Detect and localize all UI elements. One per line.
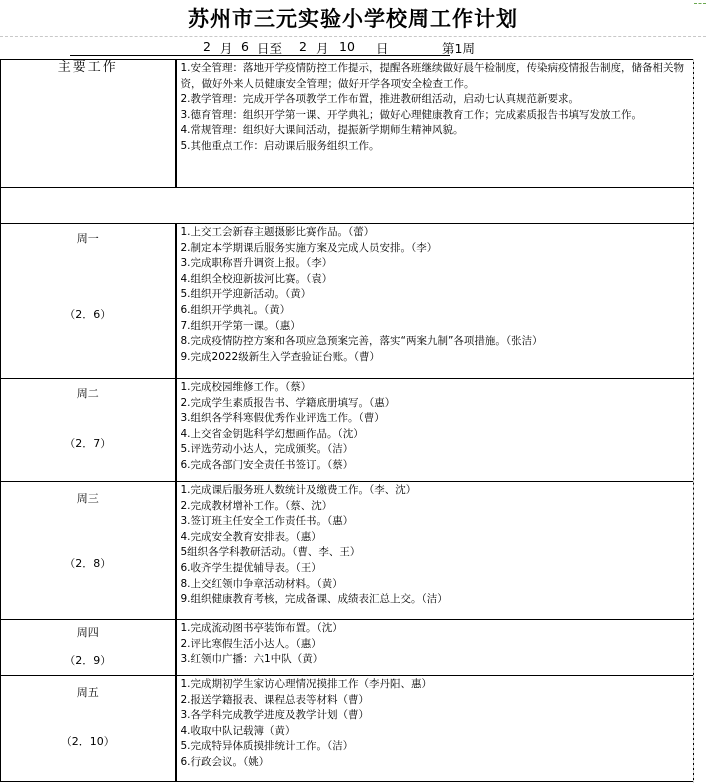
task-item: 3.完成职称晋升调资上报。（李） (180, 257, 333, 270)
main-work-item: 2.教学管理：完成开学各项教学工作布置，推进教研组活动，启动七认真规范新要求。 (180, 93, 580, 106)
cell-corner-marker (694, 3, 706, 10)
day-row-tue (1, 379, 694, 482)
task-item: 5.评选劳动小达人，完成颁奖。（洁） (180, 443, 354, 456)
day-label-cell (1, 620, 176, 676)
day-date: （2．7） (64, 437, 112, 450)
start-day-unit: 日至 (257, 41, 283, 56)
task-item: 2.报送学籍报表、课程总表等材料（曹） (180, 693, 370, 706)
task-item: 3.组织各学科寒假优秀作业评选工作。（曹） (180, 412, 385, 425)
task-item: 4.收取中队记载簿（黄） (180, 724, 296, 737)
day-tasks-cell (176, 379, 694, 482)
task-item: 1.完成校园维修工作。（蔡） (180, 381, 312, 393)
main-work-row (1, 60, 694, 188)
day-tasks-cell (176, 482, 694, 620)
task-item: 5组织各学科教研活动。（曹、李、王） (180, 546, 361, 559)
task-item: 6.组织开学典礼。（黄） (180, 303, 291, 316)
plan-table (0, 59, 694, 782)
day-label-cell (1, 224, 176, 379)
page-title: 苏州市三元实验小学校周工作计划 (188, 7, 518, 31)
main-work-content-cell (176, 60, 694, 188)
day-row-fri (1, 676, 694, 782)
main-work-label-cell (1, 60, 176, 188)
end-day: 10 (339, 39, 355, 54)
task-item: 5.完成特异体质摸排统计工作。（洁） (180, 740, 354, 753)
main-work-item: 3.德育管理：组织开学第一课、开学典礼；做好心理健康教育工作；完成素质报告书填写发放工作。 (180, 108, 643, 121)
task-item: 8.上交红领巾争章活动材料。（黄） (180, 577, 343, 590)
day-name: 周二 (76, 387, 99, 400)
task-item: 2.完成学生素质报告书、学籍底册填写。（惠） (180, 396, 396, 409)
task-item: 7.组织开学第一课。（惠） (180, 319, 301, 332)
day-date: （2．9） (64, 654, 112, 667)
day-row-wed (1, 482, 694, 620)
task-item: 1.完成流动图书亭装饰布置。（沈） (180, 622, 343, 634)
task-item: 6.收齐学生提优辅导表。（王） (180, 561, 322, 574)
start-month-unit: 月 (220, 41, 233, 56)
task-item: 6.行政会议。（姚） (180, 755, 270, 768)
task-item: 4.完成安全教育安排表。（惠） (180, 530, 322, 543)
day-name: 周三 (76, 492, 99, 505)
day-date: （2．6） (64, 308, 112, 321)
day-label-cell (1, 482, 176, 620)
task-item: 5.组织开学迎新活动。（黄） (180, 288, 312, 301)
start-month: 2 (203, 39, 211, 54)
start-day: 6 (241, 39, 249, 54)
main-work-item: 1.安全管理：落地开学疫情防控工作提示，提醒各班继续做好晨午检制度，传染病疫情报告制度，储备相关物资，做好外来人员健康安全管理；做好开学各项安全检查工作。 (180, 62, 685, 90)
day-row-mon (1, 224, 694, 379)
day-date: （2．10） (60, 735, 115, 748)
task-item: 4.组织全校迎新拔河比赛。（袁） (180, 272, 333, 285)
task-item: 6.完成各部门安全责任书签订。（蔡） (180, 458, 354, 471)
main-work-label: 主要工作 (57, 60, 118, 75)
task-item: 2.制定本学期课后服务实施方案及完成人员安排。（李） (180, 241, 438, 254)
task-item: 1.完成课后服务班人数统计及缴费工作。（李、沈） (180, 484, 417, 496)
spacer-cell (1, 188, 694, 224)
end-month: 2 (299, 39, 307, 54)
spacer-row (1, 188, 694, 224)
task-item: 2.完成教材增补工作。（蔡、沈） (180, 499, 333, 512)
date-range-row (0, 37, 706, 59)
day-label-cell (1, 379, 176, 482)
task-item: 8.完成疫情防控方案和各项应急预案完善，落实“两案九制”各项措施。（张洁） (180, 335, 543, 348)
task-item: 4.上交省金钥匙科学幻想画作品。（沈） (180, 427, 364, 440)
task-item: 2.评比寒假生活小达人。（惠） (180, 637, 322, 650)
task-item: 9.完成2022级新生入学查验证台账。（曹） (180, 350, 380, 363)
main-work-item: 4.常规管理：组织好大课间活动，提振新学期师生精神风貌。 (180, 124, 464, 137)
day-name: 周五 (76, 686, 99, 699)
task-item: 1.上交工会新春主题摄影比赛作品。（蕾） (180, 226, 375, 238)
sheet-gridline (693, 59, 706, 783)
end-day-unit: 日 (376, 41, 389, 56)
week-number: 第1周 (442, 41, 475, 56)
task-item: 3.红领巾广播：六1中队（黄） (180, 653, 324, 666)
task-item: 1.完成期初学生家访心理情况摸排工作（李丹阳、惠） (180, 678, 433, 690)
day-row-thu (1, 620, 694, 676)
task-item: 3.各学科完成教学进度及教学计划（曹） (180, 709, 370, 722)
day-label-cell (1, 676, 176, 782)
day-tasks-cell (176, 676, 694, 782)
day-tasks-cell (176, 620, 694, 676)
day-tasks-cell (176, 224, 694, 379)
main-work-item: 5.其他重点工作：启动课后服务组织工作。 (180, 139, 380, 152)
task-item: 9.组织健康教育考核，完成备课、成绩表汇总上交。（洁） (180, 593, 448, 606)
end-month-unit: 月 (316, 41, 329, 56)
day-date: （2．8） (64, 557, 112, 570)
day-name: 周四 (76, 626, 99, 639)
task-item: 3.签订班主任安全工作责任书。（惠） (180, 515, 354, 528)
day-name: 周一 (76, 232, 99, 245)
